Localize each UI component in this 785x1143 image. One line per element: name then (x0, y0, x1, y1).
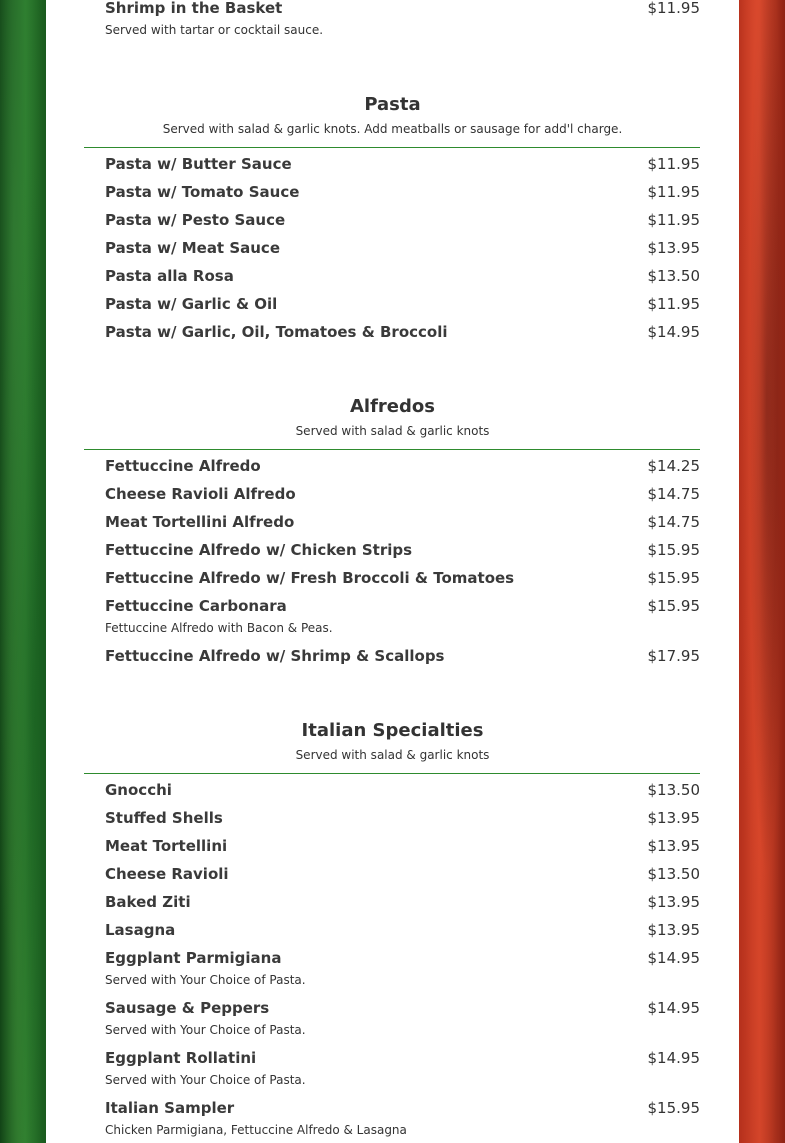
menu-item-price: $15.95 (647, 541, 700, 559)
menu-item (105, 862, 700, 886)
menu-item (105, 152, 700, 176)
menu-item-price: $11.95 (647, 295, 700, 313)
menu-item-name: Pasta w/ Pesto Sauce (105, 211, 286, 229)
menu-item (105, 1046, 700, 1070)
menu-item-price: $14.95 (647, 1049, 700, 1067)
section-subtitle-specialties: Served with salad & garlic knots (295, 748, 490, 762)
section-title-specialties: Italian Specialties (301, 720, 484, 741)
menu-item-price: $14.95 (647, 949, 700, 967)
menu-item (105, 1096, 700, 1120)
left-green-band (0, 0, 46, 1143)
menu-item (105, 806, 700, 830)
menu-item-name: Shrimp in the Basket (105, 0, 283, 17)
menu-item-name: Fettuccine Alfredo w/ Shrimp & Scallops (105, 647, 445, 665)
section-divider (84, 147, 700, 148)
menu-item-price: $13.50 (647, 865, 700, 883)
menu-item-price: $13.95 (647, 921, 700, 939)
menu-item-name: Pasta w/ Garlic & Oil (105, 295, 278, 313)
menu-item (105, 594, 700, 618)
menu-item-price: $17.95 (647, 647, 700, 665)
menu-item-name: Sausage & Peppers (105, 999, 270, 1017)
menu-item-price: $13.95 (647, 893, 700, 911)
section-divider (84, 449, 700, 450)
menu-item (105, 778, 700, 802)
menu-item-description: Fettuccine Alfredo with Bacon & Peas. (105, 621, 333, 635)
menu-item-description: Served with Your Choice of Pasta. (105, 973, 306, 987)
menu-item-name: Pasta alla Rosa (105, 267, 234, 285)
menu-item (105, 510, 700, 534)
section-title-alfredos: Alfredos (350, 396, 435, 417)
menu-item-price: $15.95 (647, 569, 700, 587)
section-subtitle-alfredos: Served with salad & garlic knots (295, 424, 490, 438)
menu-item-name: Gnocchi (105, 781, 172, 799)
menu-item (105, 0, 700, 20)
menu-item-name: Eggplant Parmigiana (105, 949, 282, 967)
menu-item-name: Fettuccine Carbonara (105, 597, 287, 615)
right-red-band (739, 0, 785, 1143)
menu-item (105, 538, 700, 562)
section-divider (84, 773, 700, 774)
menu-item-name: Meat Tortellini (105, 837, 228, 855)
menu-item-description: Served with tartar or cocktail sauce. (105, 23, 324, 37)
menu-item-name: Italian Sampler (105, 1099, 235, 1117)
menu-item (105, 996, 700, 1020)
menu-item-price: $13.95 (647, 809, 700, 827)
section-title-pasta: Pasta (364, 94, 421, 115)
menu-item-name: Pasta w/ Butter Sauce (105, 155, 292, 173)
menu-item-price: $14.75 (647, 485, 700, 503)
menu-item-name: Stuffed Shells (105, 809, 223, 827)
menu-item-price: $11.95 (647, 211, 700, 229)
menu-item-name: Cheese Ravioli (105, 865, 229, 883)
menu-item (105, 180, 700, 204)
menu-item (105, 320, 700, 344)
menu-item-price: $14.25 (647, 457, 700, 475)
menu-item-price: $13.50 (647, 267, 700, 285)
menu-item-name: Eggplant Rollatini (105, 1049, 257, 1067)
menu-item-name: Meat Tortellini Alfredo (105, 513, 295, 531)
menu-item (105, 482, 700, 506)
menu-item (105, 644, 700, 668)
menu-item-description: Served with Your Choice of Pasta. (105, 1023, 306, 1037)
menu-item (105, 208, 700, 232)
menu-item-name: Fettuccine Alfredo w/ Chicken Strips (105, 541, 413, 559)
menu-item-price: $11.95 (647, 0, 700, 17)
menu-item (105, 918, 700, 942)
menu-item-name: Cheese Ravioli Alfredo (105, 485, 296, 503)
menu-item-name: Pasta w/ Tomato Sauce (105, 183, 300, 201)
menu-item-name: Baked Ziti (105, 893, 191, 911)
menu-item (105, 834, 700, 858)
menu-item (105, 946, 700, 970)
menu-item (105, 890, 700, 914)
menu-item-price: $13.50 (647, 781, 700, 799)
menu-item-description: Chicken Parmigiana, Fettuccine Alfredo & Lasagna (105, 1123, 407, 1137)
menu-item-price: $14.95 (647, 999, 700, 1017)
menu-item-price: $15.95 (647, 597, 700, 615)
menu-item (105, 566, 700, 590)
menu-item-price: $14.75 (647, 513, 700, 531)
menu-item-price: $14.95 (647, 323, 700, 341)
menu-item-price: $13.95 (647, 837, 700, 855)
menu-item (105, 454, 700, 478)
menu-item (105, 292, 700, 316)
menu-item-name: Lasagna (105, 921, 176, 939)
menu-item-description: Served with Your Choice of Pasta. (105, 1073, 306, 1087)
menu-content (46, 0, 739, 1143)
menu-item-price: $11.95 (647, 183, 700, 201)
menu-item (105, 264, 700, 288)
menu-item-price: $15.95 (647, 1099, 700, 1117)
section-subtitle-pasta: Served with salad & garlic knots. Add meatballs or sausage for add'l charge. (162, 122, 623, 136)
menu-item (105, 236, 700, 260)
menu-item-price: $13.95 (647, 239, 700, 257)
menu-item-name: Fettuccine Alfredo (105, 457, 261, 475)
menu-item-name: Fettuccine Alfredo w/ Fresh Broccoli & Tomatoes (105, 569, 515, 587)
menu-item-name: Pasta w/ Garlic, Oil, Tomatoes & Broccoli (105, 323, 448, 341)
menu-item-price: $11.95 (647, 155, 700, 173)
menu-item-name: Pasta w/ Meat Sauce (105, 239, 280, 257)
